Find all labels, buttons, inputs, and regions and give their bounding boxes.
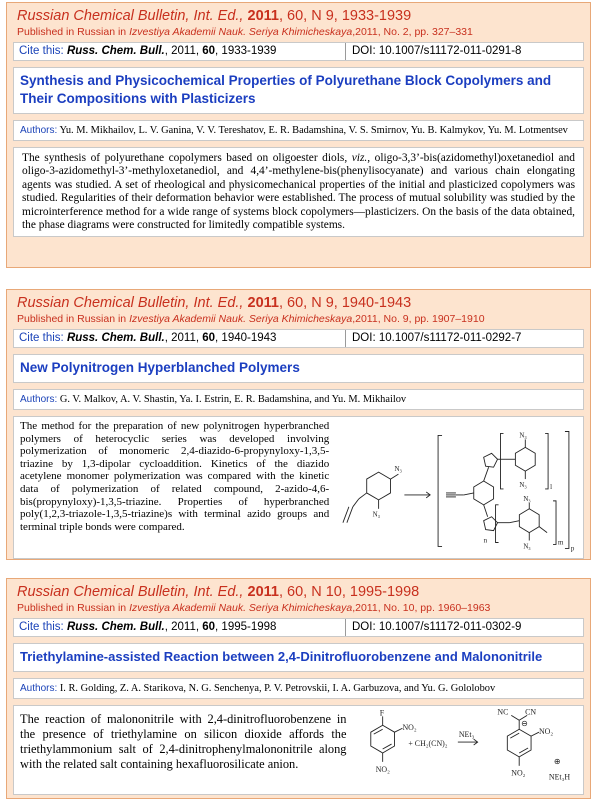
article-card-1 (6, 2, 591, 268)
cite-bar (13, 42, 584, 61)
russian-edition-citation: Published in Russian in Izvestiya Akademii Nauk. Seriya Khimicheskaya,2011, No. 9, pp. 1907–1910 (17, 313, 485, 325)
article-title[interactable]: Synthesis and Physicochemical Properties of Polyurethane Block Copolymers and Their Compositions with Plasticizers (20, 73, 552, 106)
article-header (7, 290, 590, 329)
azide-label: N₃ (519, 432, 527, 440)
fluoro-label: F (379, 708, 384, 718)
russian-edition-citation: Published in Russian in Izvestiya Akademii Nauk. Seriya Khimicheskaya,2011, No. 10, pp. 1960–1963 (17, 602, 491, 614)
nc-label: NC (496, 707, 508, 717)
cite-this: Cite this: Russ. Chem. Bull., 2011, 60, 1940-1943 (14, 330, 346, 347)
article-title[interactable]: New Polynitrogen Hyperblanched Polymers (20, 360, 300, 375)
outer-bracket-left (438, 435, 442, 546)
abstract-box (13, 705, 584, 795)
authors-box (13, 389, 584, 410)
article-card-2 (6, 289, 591, 560)
carbanion-charge: ⊖ (520, 719, 528, 729)
azide-label: N₃ (523, 495, 531, 503)
author-list: Authors: Yu. M. Mikhailov, L. V. Ganina, V. V. Tereshatov, E. R. Badamshina, V. S. Smirnov, Yu. B. Kalmykov, Yu. M. Lotmentsev (20, 125, 568, 136)
cite-bar (13, 618, 584, 637)
abstract-box (13, 147, 584, 237)
nitro-label: NO₂ (538, 727, 553, 737)
russian-edition-citation: Published in Russian in Izvestiya Akademii Nauk. Seriya Khimicheskaya,2011, No. 2, pp. 327–331 (17, 26, 473, 38)
journal-citation[interactable]: Russian Chemical Bulletin, Int. Ed., 2011, 60, N 10, 1995-1998 (17, 584, 420, 600)
cite-bar (13, 329, 584, 348)
abstract-box (13, 416, 584, 559)
doi-link[interactable]: DOI: 10.1007/s11172-011-0291-8 (352, 45, 522, 57)
cite-this: Cite this: Russ. Chem. Bull., 2011, 60, 1933-1939 (14, 43, 346, 60)
title-box (13, 354, 584, 383)
reaction-scheme-figure (351, 706, 584, 792)
monomer-triazine-ring (367, 472, 391, 500)
triethylammonium-label: NEt₃H (548, 772, 570, 782)
authors-box (13, 120, 584, 141)
abstract-text: The method for the preparation of new polynitrogen hyperbranched polymers of heterocyclic series was developed involving polymerization of monomeric 2,4-diazido-6-propynyloxy-1,3,5-triazine by 1,3-dipolar cycloaddition. Kinetics of the diazido acetylene monomer polymerization was compared with the kinetic data of polymerization of related compound, 2-azido-4,6-bis(propynyloxy)-1,3,5-triazine. Properties of hyperbranched poly(1,2,3-triazole-1,3,5-triazine)s with terminal azido groups and terminal triple bonds were compared. (20, 420, 330, 533)
title-box (13, 643, 584, 672)
core-triazine-ring (474, 481, 494, 505)
title-box (13, 67, 584, 114)
nitro-label: NO₂ (510, 768, 525, 778)
azide-label: N₃ (523, 543, 531, 551)
polymer-scheme-figure (335, 417, 583, 557)
azide-label: N₃ (394, 466, 403, 474)
nitro-label: NO₂ (401, 723, 417, 733)
lower-pendant-triazine (520, 509, 540, 533)
article-title[interactable]: Triethylamine-assisted Reaction between 2,4-Dinitrofluorobenzene and Malononitrile (20, 649, 543, 664)
upper-pendant-triazine (516, 447, 536, 471)
abstract-text: The reaction of malononitrile with 2,4-dinitrofluorobenzene in the presence of triethylamine on silicon dioxide affords the triethylammonium salt of 2,4-dinitrophenylmalononitrile along with the related salt containing hexafluorosilicate anion. (20, 712, 347, 771)
article-header (7, 3, 590, 42)
outer-bracket-right (565, 431, 569, 548)
article-card-3 (6, 578, 591, 799)
cn-label: CN (524, 707, 536, 717)
cite-this: Cite this: Russ. Chem. Bull., 2011, 60, 1995-1998 (14, 619, 346, 636)
journal-citation[interactable]: Russian Chemical Bulletin, Int. Ed., 2011, 60, N 9, 1940-1943 (17, 295, 412, 311)
malononitrile-label: + CH₂(CN)₂ (407, 739, 448, 749)
journal-citation[interactable]: Russian Chemical Bulletin, Int. Ed., 2011, 60, N 9, 1933-1939 (17, 8, 412, 24)
cation-charge: ⊕ (553, 756, 560, 766)
triethylamine-label: NEt₃ (458, 730, 474, 740)
author-list: Authors: G. V. Malkov, A. V. Shastin, Ya. I. Estrin, E. R. Badamshina, and Yu. M. Mikhailov (20, 394, 407, 405)
index-p: p (571, 545, 575, 553)
index-n: n (483, 537, 488, 545)
nitro-label: NO₂ (375, 764, 390, 774)
upper-triazole-ring (484, 453, 498, 467)
authors-box (13, 678, 584, 699)
doi-link[interactable]: DOI: 10.1007/s11172-011-0302-9 (352, 621, 522, 633)
index-m: m (558, 539, 564, 547)
author-list: Authors: I. R. Golding, Z. A. Starikova, N. G. Senchenya, P. V. Petrovskii, I. A. Garbuzova, and Yu. G. Gololobov (20, 683, 496, 694)
article-header (7, 579, 590, 618)
index-l: l (550, 483, 553, 491)
azide-label: N₃ (519, 482, 527, 489)
azide-label: N₃ (372, 511, 381, 519)
doi-link[interactable]: DOI: 10.1007/s11172-011-0292-7 (352, 332, 522, 344)
abstract-text: The synthesis of polyurethane copolymers based on oligoester diols, viz., oligo-3,3’-bis(azidomethyl)oxetanediol and oligo-3-azidomethyl-3’-methyloxetanediol, and 4,4’-methylene-bis(phenylisocyanate) and various chain elongating agents was studied. A set of rheological and physicomechanical properties of the initial and plasticized copolymers was studied. Regularities of their deformation behavior were established. The process of mutual solubility was studied by the microinterference method for a wide range of systems block copolymers—plasticizers. On the basis of the data obtained, the phase diagrams were constructed for limitedly compatible systems. (22, 152, 575, 232)
